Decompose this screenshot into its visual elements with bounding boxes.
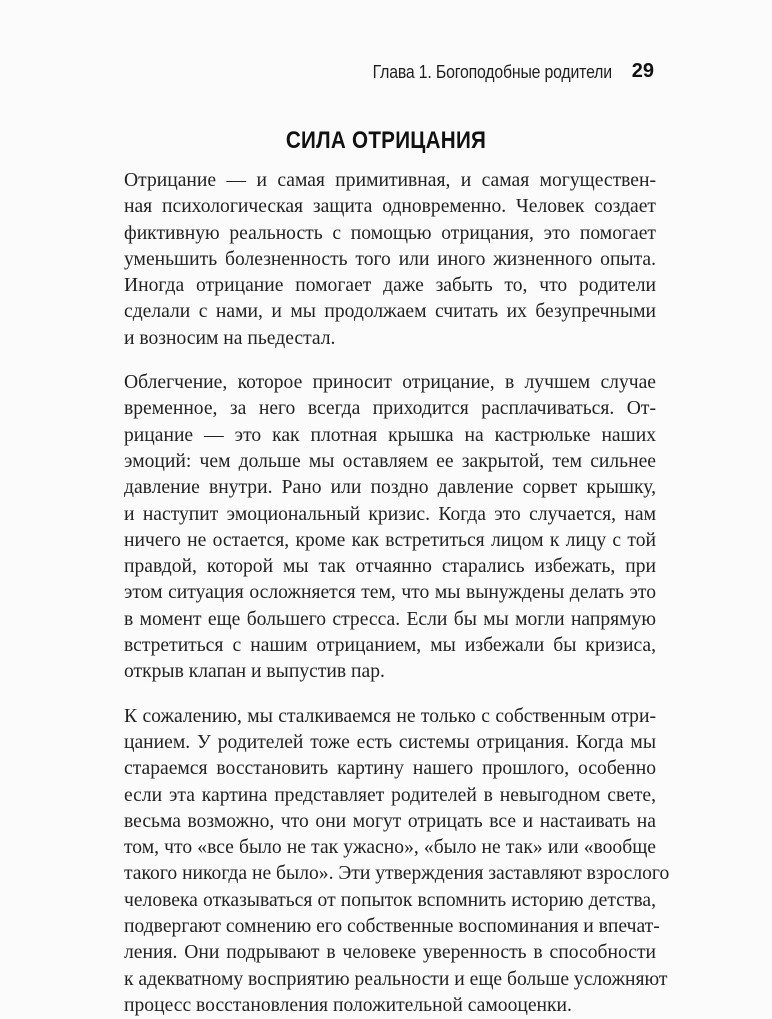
paragraph-gap <box>124 352 656 370</box>
text-line: эмоций: чем дольше мы оставляем ее закрытой, тем сильнее <box>124 450 656 472</box>
text-line: процесс восстановления положительной самооценки. <box>124 994 572 1016</box>
text-line: рицание — это как плотная крышка на кастрюльке наших <box>124 424 656 446</box>
text-line: ная психологическая защита одновременно. Человек создает <box>124 196 656 218</box>
chapter-title: Глава 1. Богоподобные родители <box>372 62 612 82</box>
text-line: правдой, которой мы так отчаянно старались избежать, при <box>124 556 656 578</box>
text-line: уменьшить болезненность того или иного жизненного опыта. <box>124 248 656 270</box>
text-line: сделали с нами, и мы продолжаем считать их безупречными <box>124 301 656 323</box>
text-line: стараемся восстановить картину нашего прошлого, особенно <box>124 758 656 780</box>
page-number: 29 <box>631 60 654 82</box>
text-line: подвергают сомнению его собственные воспоминания и впечат- <box>124 916 660 938</box>
text-line: давление внутри. Рано или поздно давление сорвет крышку, <box>124 477 656 499</box>
text-line: в момент еще большего стресса. Если бы мы могли напрямую <box>124 608 656 630</box>
text-line: весьма возможно, что они могут отрицать все и настаивать на <box>124 810 656 832</box>
text-line: и возносим на пьедестал. <box>124 327 336 349</box>
text-line: цанием. У родителей тоже есть системы отрицания. Когда мы <box>124 731 656 753</box>
text-line: открыв клапан и выпустив пар. <box>124 661 385 683</box>
paragraph <box>124 704 670 1019</box>
text-line: встретиться с нашим отрицанием, мы избежали бы кризиса, <box>124 635 656 657</box>
running-head <box>373 62 612 83</box>
body-text <box>124 168 670 1019</box>
text-line: и наступит эмоциональный кризис. Когда это случается, нам <box>124 503 656 525</box>
text-line: если эта картина представляет родителей в невыгодном свете, <box>124 784 656 806</box>
text-line: ничего не остается, кроме как встретиться лицом к лицу с той <box>124 529 656 551</box>
paragraph <box>124 168 656 352</box>
text-line: Отрицание — и самая примитивная, и самая могуществен- <box>124 170 656 191</box>
text-line: том, что «все было не так ужасно», «было не так» или «вообще <box>124 837 656 859</box>
paragraph-gap <box>124 686 656 704</box>
text-line: временное, за него всегда приходится расплачиваться. От- <box>124 398 656 420</box>
text-line: фиктивную реальность с помощью отрицания, это помогает <box>124 222 656 244</box>
text-line: Иногда отрицание помогает даже забыть то, что родители <box>124 275 656 297</box>
text-line: человека отказываться от попыток вспомнить историю детства, <box>124 889 656 911</box>
text-line: к адекватному восприятию реальности и еще больше усложняют <box>124 968 668 990</box>
text-line: ления. Они подрывают в человеке уверенность в способности <box>124 942 656 964</box>
text-line: Облегчение, которое приносит отрицание, в лучшем случае <box>124 372 656 394</box>
text-line: К сожалению, мы сталкиваемся не только с собственным отри- <box>124 705 656 727</box>
paragraph <box>124 370 656 686</box>
section-title: СИЛА ОТРИЦАНИЯ <box>285 127 487 154</box>
text-line: этом ситуация осложняется тем, что мы вынуждены делать это <box>124 582 656 604</box>
text-line: такого никогда не было». Эти утверждения заставляют взрослого <box>124 863 670 885</box>
